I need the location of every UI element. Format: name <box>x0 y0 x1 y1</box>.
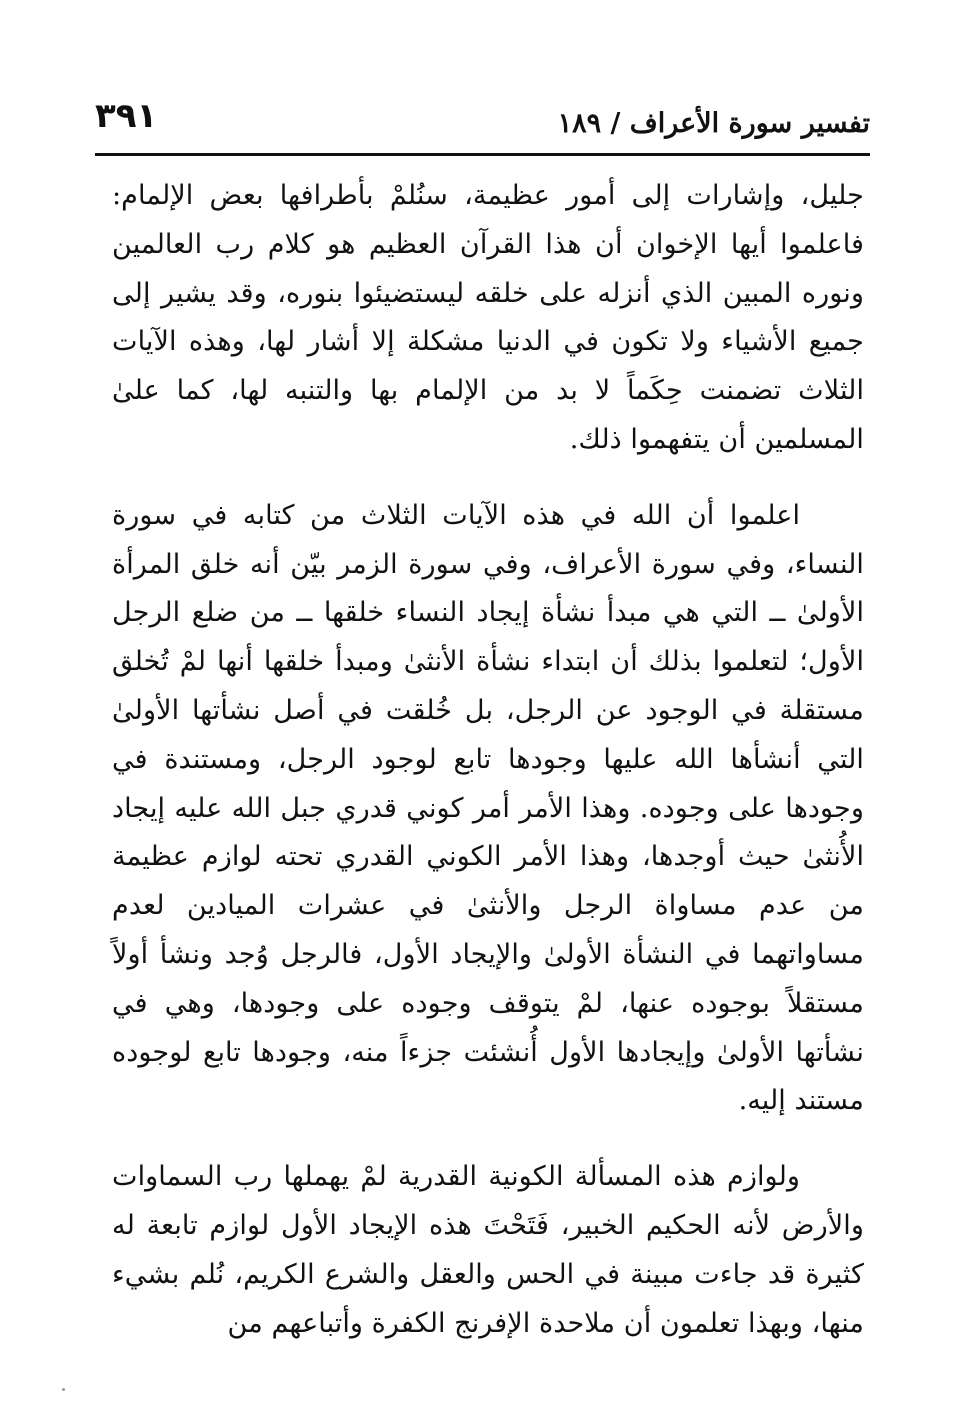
paragraph-3: ولوازم هذه المسألة الكونية القدرية لمْ يهملها رب السماوات والأرض لأنه الحكيم الخبير، فَتَحْتَ هذه الإيجاد الأول لوازم تابعة له كثيرة قد جاءت مبينة في الحس والعقل والشرع الكريم، نُلم بشيء منها، وبهذا تعلمون أن ملاحدة الإفرنج الكفرة وأتباعهم من <box>112 1161 864 1339</box>
body-text <box>112 172 864 1348</box>
page-number: ٣٩١ <box>95 96 158 136</box>
running-title: تفسير سورة الأعراف / ١٨٩ <box>557 108 870 139</box>
paragraph-1: جليل، وإشارات إلى أمور عظيمة، سنُلمْ بأطرافها بعض الإلمام: فاعلموا أيها الإخوان أن هذا القرآن العظيم هو كلام رب العالمين ونوره المبين الذي أنزله على خلقه ليستضيئوا بنوره، وقد يشير إلى جميع الأشياء ولا تكون في الدنيا مشكلة إلا أشار لها، وهذه الآيات الثلاث تضمنت حِكَماً لا بد من الإلمام بها والتنبه لها، كما علىٰ المسلمين أن يتفهموا ذلك. <box>112 180 864 455</box>
header-divider <box>95 153 870 156</box>
page-header <box>95 96 870 154</box>
paragraph-2: اعلموا أن الله في هذه الآيات الثلاث من كتابه في سورة النساء، وفي سورة الأعراف، وفي سورة الزمر بيّن أنه خلق المرأة الأولىٰ ــ التي هي مبدأ نشأة إيجاد النساء خلقها ــ من ضلع الرجل الأول؛ لتعلموا بذلك أن ابتداء نشأة الأنثىٰ ومبدأ خلقها أنها لمْ تُخلق مستقلة في الوجود عن الرجل، بل خُلقت في أصل نشأتها الأولىٰ التي أنشأها الله عليها وجودها تابع لوجود الرجل، ومستندة في وجودها على وجوده. وهذا الأمر أمر كوني قدري جبل الله عليه إيجاد الأُنثىٰ حيث أوجدها، وهذا الأمر الكوني القدري تحته لوازم عظيمة من عدم مساواة الرجل والأنثىٰ في عشرات الميادين لعدم مساواتهما في النشأة الأولىٰ والإيجاد الأول، فالرجل وُجد ونشأ أولاً مستقلاً بوجوده عنها، لمْ يتوقف وجوده على وجودها، وهي في نشأتها الأولىٰ وإيجادها الأول أُنشئت جزءاً منه، وجودها تابع لوجوده مستند إليه. <box>112 499 864 1117</box>
scan-speck <box>62 1388 65 1391</box>
